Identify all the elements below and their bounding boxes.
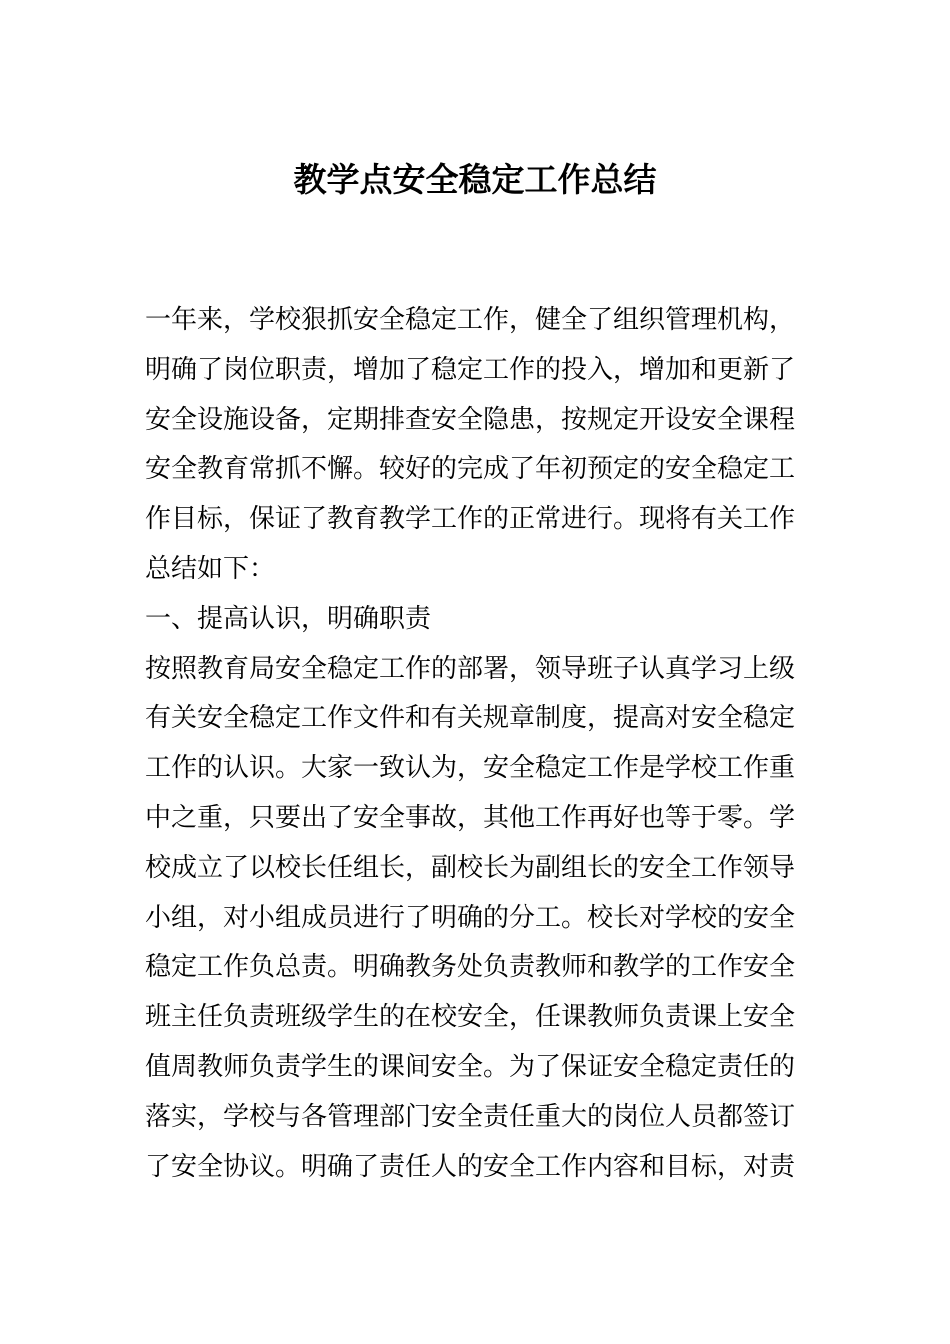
body-line: 总结如下： — [145, 553, 276, 584]
body-line: 工作的认识。大家一致认为，安全稳定工作是学校工作重 — [145, 753, 796, 784]
body-line: 小组，对小组成员进行了明确的分工。校长对学校的安全 — [145, 902, 796, 933]
body-line: 稳定工作负总责。明确教务处负责教师和教学的工作安全 — [145, 952, 796, 983]
body-line: 安全设施设备，定期排查安全隐患，按规定开设安全课程 — [145, 404, 796, 435]
document-title: 教学点安全稳定工作总结 — [293, 160, 657, 199]
body-line: 有关安全稳定工作文件和有关规章制度，提高对安全稳定 — [145, 703, 796, 734]
body-line: 校成立了以校长任组长，副校长为副组长的安全工作领导 — [145, 852, 796, 883]
body-line: 按照教育局安全稳定工作的部署，领导班子认真学习上级 — [145, 653, 796, 684]
body-line: 中之重，只要出了安全事故，其他工作再好也等于零。学 — [145, 802, 796, 833]
body-line: 了安全协议。明确了责任人的安全工作内容和目标，对责 — [145, 1151, 796, 1182]
body-line: 值周教师负责学生的课间安全。为了保证安全稳定责任的 — [145, 1051, 796, 1082]
body-line: 安全教育常抓不懈。较好的完成了年初预定的安全稳定工 — [145, 454, 796, 485]
body-line: 明确了岗位职责，增加了稳定工作的投入，增加和更新了 — [145, 354, 796, 385]
body-line: 作目标，保证了教育教学工作的正常进行。现将有关工作 — [145, 504, 796, 535]
section-heading: 一、提高认识，明确职责 — [145, 603, 432, 634]
body-line: 班主任负责班级学生的在校安全，任课教师负责课上安全 — [145, 1002, 796, 1033]
body-line: 落实，学校与各管理部门安全责任重大的岗位人员都签订 — [145, 1101, 796, 1132]
body-line: 一年来，学校狠抓安全稳定工作，健全了组织管理机构， — [145, 305, 796, 335]
document-body — [145, 296, 825, 1192]
